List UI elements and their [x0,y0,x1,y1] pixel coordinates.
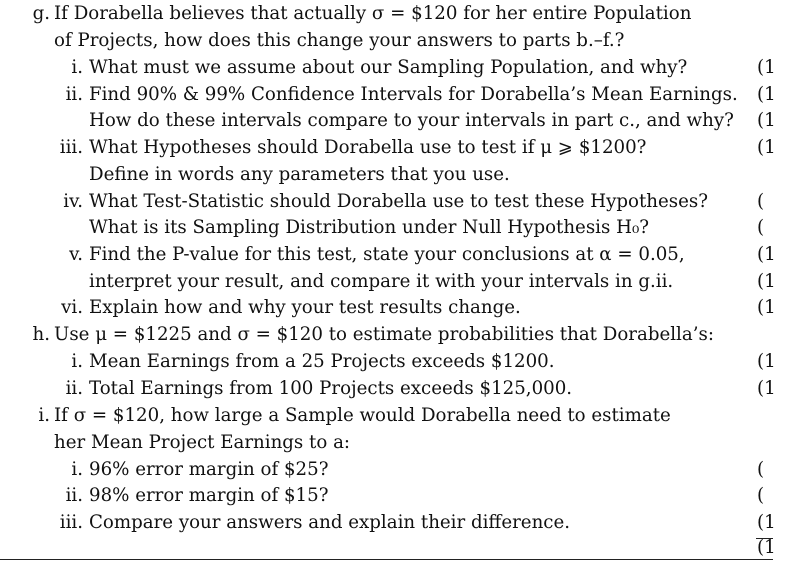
item-label: iii. [59,137,83,158]
item-text: Explain how and why your test results change. [89,297,521,318]
item-text: 96% error margin of $25? [89,459,329,480]
item-text: Mean Earnings from a 25 Projects exceeds $1200. [89,351,555,372]
bottom-rule [0,559,773,560]
points-mark: (1 [757,244,776,265]
item-text: What must we assume about our Sampling Population, and why? [89,57,688,78]
points-mark: (1 [757,57,776,78]
item-text: Find 90% & 99% Confidence Intervals for Dorabella’s Mean Earnings. [89,84,738,105]
question-h-text-1: Use μ = $1225 and σ = $120 to estimate probabilities that Dorabella’s: [54,324,714,345]
item-label: ii. [65,485,83,506]
question-g-text-1: If Dorabella believes that actually σ = $120 for her entire Population [54,3,692,24]
item-text: 98% error margin of $15? [89,485,329,506]
item-label: iv. [63,191,83,212]
question-h-label: h. [32,324,50,345]
item-text: What is its Sampling Distribution under Null Hypothesis H₀? [89,217,649,238]
item-text: How do these intervals compare to your intervals in part c., and why? [89,110,734,131]
question-i-text-2: her Mean Project Earnings to a: [54,432,351,453]
item-label: ii. [65,84,83,105]
item-label: i. [71,351,83,372]
item-label: vi. [61,297,83,318]
points-mark: (1 [757,297,776,318]
points-mark: ( [757,217,765,238]
item-text: Define in words any parameters that you use. [89,164,510,185]
total-points-mark: (1 [757,537,776,558]
item-text: What Test-Statistic should Dorabella use to test these Hypotheses? [89,191,708,212]
points-mark: ( [757,191,765,212]
item-label: i. [71,57,83,78]
item-text: Find the P-value for this test, state your conclusions at α = 0.05, [89,244,685,265]
question-i-text-1: If σ = $120, how large a Sample would Dorabella need to estimate [54,405,671,426]
points-mark: (1 [757,351,776,372]
points-mark: (1 [757,378,776,399]
points-mark: (1 [757,271,776,292]
item-text: Total Earnings from 100 Projects exceeds $125,000. [89,378,573,399]
points-mark: ( [757,485,765,506]
item-text: interpret your result, and compare it with your intervals in g.ii. [89,271,674,292]
question-i-label: i. [38,405,50,426]
item-label: v. [69,244,83,265]
question-g-label: g. [32,3,50,24]
item-text: What Hypotheses should Dorabella use to test if μ ⩾ $1200? [89,137,647,158]
item-text: Compare your answers and explain their difference. [89,512,571,533]
points-mark: (1 [757,512,776,533]
points-mark: (1 [757,137,776,158]
points-mark: (1 [757,110,776,131]
item-label: i. [71,459,83,480]
points-mark: (1 [757,84,776,105]
points-mark: ( [757,459,765,480]
item-label: iii. [59,512,83,533]
item-label: ii. [65,378,83,399]
question-g-text-2: of Projects, how does this change your answers to parts b.–f.? [54,30,625,51]
